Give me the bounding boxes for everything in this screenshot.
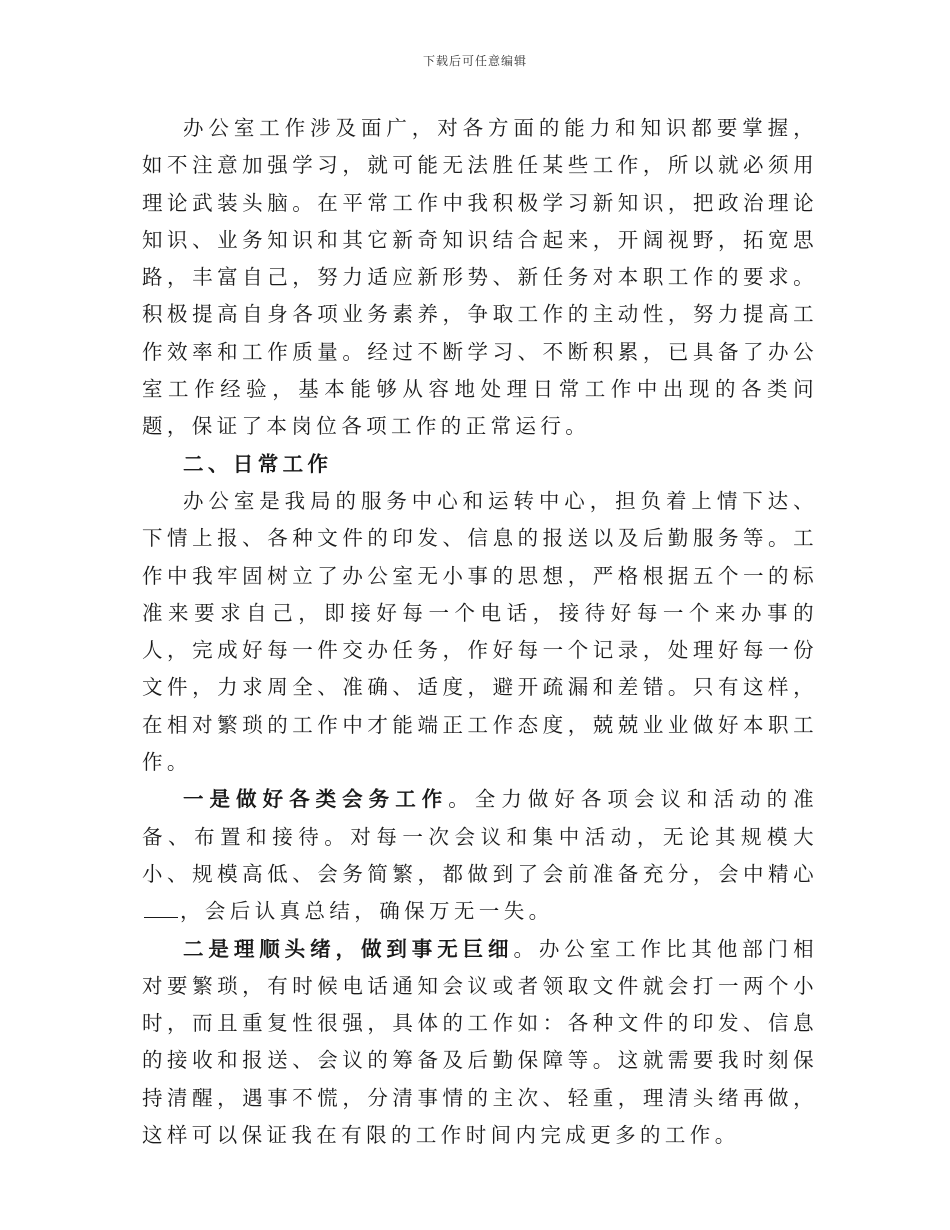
lead-phrase-organize: 二是理顺头绪，做到事无巨细 bbox=[183, 936, 514, 961]
paragraph-text: 。全力做好各项会议和活动的准备、布置和接待。对每一次会议和集中活动，无论其规模大小、规模高低、会务简繁，都做到了会前准备充分，会中精心 bbox=[142, 787, 818, 886]
document-body bbox=[142, 110, 818, 1154]
paragraph-meeting-work bbox=[142, 781, 818, 930]
blank-underline bbox=[144, 899, 178, 918]
paragraph-organize-work bbox=[142, 931, 818, 1155]
paragraph-text: ，会后认真总结，确保万无一失。 bbox=[180, 899, 554, 924]
paragraph-text: 。办公室工作比其他部门相对要繁琐，有时候电话通知会议或者领取文件就会打一两个小时，而且重复性很强，具体的工作如：各种文件的印发、信息的接收和报送、会议的筹备及后勤保障等。这就需要我时刻保持清醒，遇事不慌，分清事情的主次、轻重，理清头绪再做，这样可以保证我在有限的工作时间内完成更多的工作。 bbox=[142, 936, 818, 1148]
page-header: 下载后可任意编辑 bbox=[422, 54, 527, 68]
paragraph-daily-work: 办公室是我局的服务中心和运转中心，担负着上情下达、下情上报、各种文件的印发、信息的报送以及后勤服务等。工作中我牢固树立了办公室无小事的思想，严格根据五个一的标准来要求自己，即接好每一个电话，接待好每一个来办事的人，完成好每一件交办任务，作好每一个记录，处理好每一份文件，力求周全、准确、适度，避开疏漏和差错。只有这样，在相对繁琐的工作中才能端正工作态度，兢兢业业做好本职工作。 bbox=[142, 488, 818, 775]
lead-phrase-meeting: 一是做好各类会务工作 bbox=[183, 787, 449, 812]
paragraph-study: 办公室工作涉及面广，对各方面的能力和知识都要掌握，如不注意加强学习，就可能无法胜任某些工作，所以就必须用理论武装头脑。在平常工作中我积极学习新知识，把政治理论知识、业务知识和其它新奇知识结合起来，开阔视野，拓宽思路，丰富自己，努力适应新形势、新任务对本职工作的要求。积极提高自身各项业务素养，争取工作的主动性，努力提高工作效率和工作质量。经过不断学习、不断积累，已具备了办公室工作经验，基本能够从容地处理日常工作中出现的各类问题，保证了本岗位各项工作的正常运行。 bbox=[142, 116, 818, 439]
section-heading-daily-work: 二、日常工作 bbox=[183, 451, 333, 476]
